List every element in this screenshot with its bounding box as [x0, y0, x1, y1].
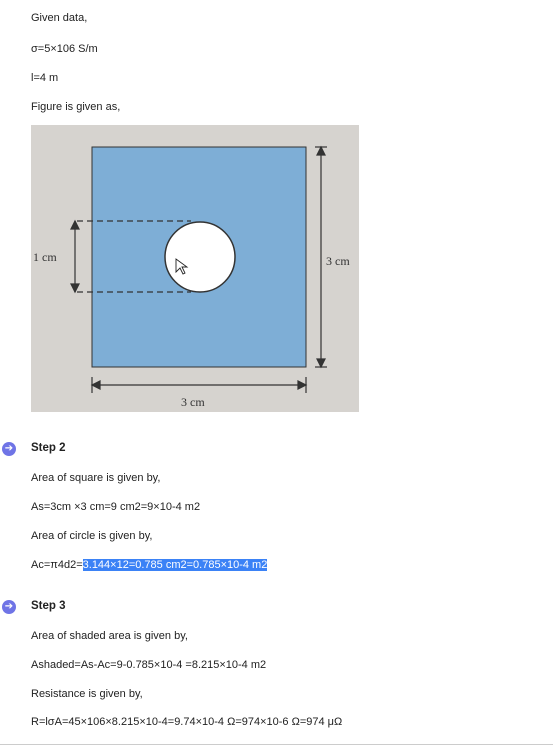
- step-2-title: Step 2: [31, 442, 66, 454]
- resistance-caption: Resistance is given by,: [31, 688, 143, 700]
- circle-equation-start: Ac=π4d2=: [31, 559, 83, 571]
- arrow-right-icon: ➔: [2, 442, 16, 456]
- resistance-equation: R=lσA=45×106×8.215×10-4=9.74×10-4 Ω=974×10-6 Ω=974 μΩ: [31, 716, 343, 728]
- figure-caption: Figure is given as,: [31, 101, 121, 113]
- geometry-figure: [31, 125, 359, 412]
- sigma-value: σ=5×106 S/m: [31, 43, 98, 55]
- shaded-area-caption: Area of shaded area is given by,: [31, 630, 188, 642]
- highlighted-selection[interactable]: 3.144×12=0.785 cm2=0.785×10-4 m2: [82, 559, 268, 571]
- step-3-title: Step 3: [31, 600, 66, 612]
- left-dimension-label: 1 cm: [33, 250, 57, 264]
- bottom-dimension-label: 3 cm: [181, 395, 205, 409]
- shaded-area-equation: Ashaded=As-Ac=9-0.785×10-4 =8.215×10-4 m2: [31, 659, 267, 671]
- right-dimension-label: 3 cm: [326, 254, 350, 268]
- square-area-caption: Area of square is given by,: [31, 472, 161, 484]
- divider: [0, 744, 553, 745]
- circle-area-equation: [31, 559, 267, 571]
- circle-hole: [165, 222, 235, 292]
- given-data-label: Given data,: [31, 12, 88, 24]
- circle-area-caption: Area of circle is given by,: [31, 530, 153, 542]
- arrow-right-icon: ➔: [2, 600, 16, 614]
- length-value: l=4 m: [31, 72, 59, 84]
- square-area-equation: As=3cm ×3 cm=9 cm2=9×10-4 m2: [31, 501, 201, 513]
